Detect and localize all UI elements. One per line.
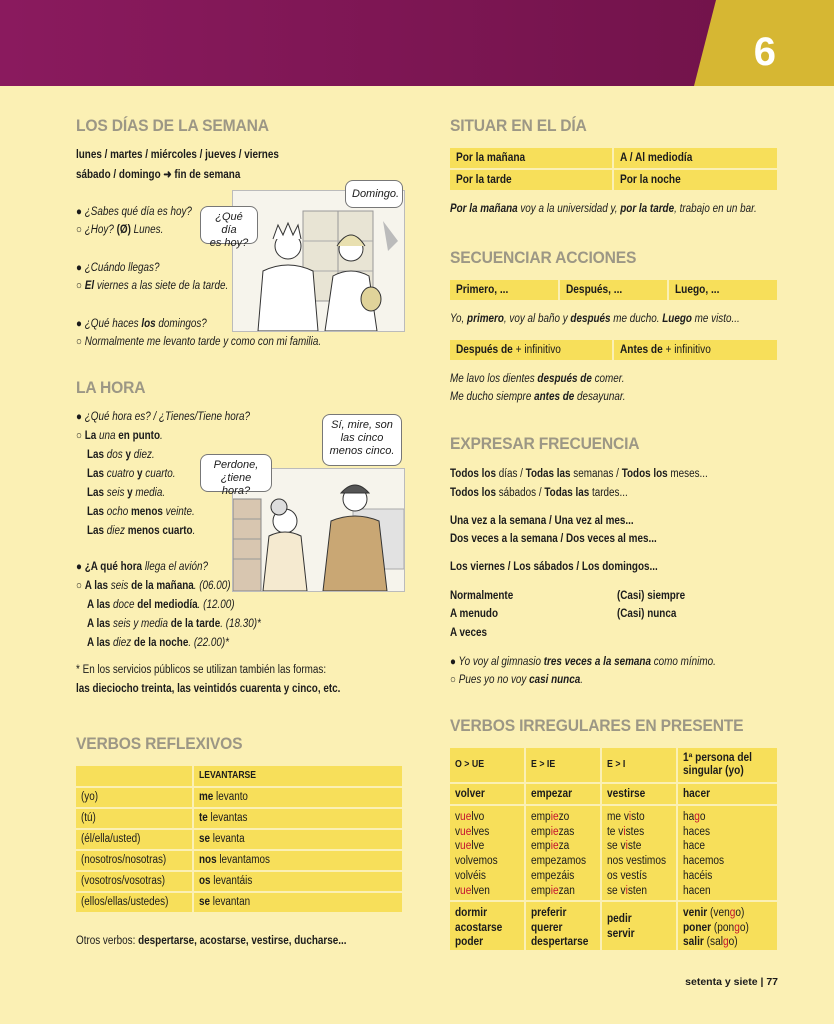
- reflexivos-otros: Otros verbos: despertarse, acostarse, vestirse, ducharse...: [76, 935, 347, 947]
- irregulares-conj-hacer: [678, 806, 777, 900]
- conjugation-form: vuelven: [455, 884, 490, 897]
- section-title-hora: LA HORA: [76, 378, 146, 397]
- hora-note-1: * En los servicios públicos se utilizan también las formas:: [76, 664, 327, 676]
- conjugation-form: vuelve: [455, 840, 485, 853]
- hora-a1: ○ La una en punto.: [76, 430, 163, 442]
- conjugation-form: hacen: [683, 884, 711, 897]
- conjugation-form: empezamos: [531, 855, 587, 868]
- situar-cell-noche: Por la noche: [614, 170, 777, 190]
- conjugation-form: volvemos: [455, 855, 498, 868]
- reflexivos-person: (vosotros/vosotras): [76, 872, 192, 891]
- reflexivos-person: (nosotros/nosotras): [76, 851, 192, 870]
- frecuencia-a-menudo: A menudo: [450, 608, 498, 620]
- reflexivos-form: me levanto: [194, 788, 402, 807]
- conjugation-form: hago: [683, 811, 706, 823]
- situar-cell-manana: Por la mañana: [450, 148, 612, 168]
- hora-a4: Las seis y media.: [87, 487, 166, 499]
- speech-bubble-que-dia: ¿Qué día es hoy?: [200, 206, 258, 244]
- irregulares-otros-yo: venir (vengo) poner (pongo) salir (salgo): [678, 902, 777, 950]
- frecuencia-casi-siempre: (Casi) siempre: [617, 590, 686, 602]
- conjugation-form: empezáis: [531, 869, 575, 882]
- secuenciar-cell-despues-de: Después de + infinitivo: [450, 340, 612, 360]
- secuenciar-cell-primero: Primero, ...: [450, 280, 558, 300]
- frecuencia-normalmente: Normalmente: [450, 590, 514, 602]
- dias-dialog-3: ● ¿Cuándo llegas?: [76, 262, 160, 274]
- frecuencia-line2: Todos los sábados / Todas las tardes...: [450, 487, 628, 499]
- hora-a3: Las cuatro y cuarto.: [87, 468, 176, 480]
- situar-cell-mediodia: A / Al mediodía: [614, 148, 777, 168]
- conjugation-form: haces: [683, 825, 711, 838]
- section-title-reflexivos: VERBOS REFLEXIVOS: [76, 734, 243, 753]
- irregulares-otros-e-i: pedir servir: [602, 902, 676, 950]
- dias-dialog-1: ● ¿Sabes qué día es hoy?: [76, 206, 192, 218]
- reflexivos-form: se levanta: [194, 830, 402, 849]
- speech-bubble-domingo: Domingo.: [345, 180, 403, 208]
- hora-a2: Las dos y diez.: [87, 449, 155, 461]
- hora-a5: Las ocho menos veinte.: [87, 506, 195, 518]
- conjugation-form: hacemos: [683, 855, 725, 868]
- section-title-dias: LOS DÍAS DE LA SEMANA: [76, 116, 269, 135]
- dias-dialog-5: ● ¿Qué haces los domingos?: [76, 318, 207, 330]
- reflexivos-person: (él/ella/usted): [76, 830, 192, 849]
- frecuencia-a-veces: A veces: [450, 627, 488, 639]
- section-title-irregulares: VERBOS IRREGULARES EN PRESENTE: [450, 716, 744, 735]
- reflexivos-form: os levantáis: [194, 872, 402, 891]
- conjugation-form: empiezan: [531, 884, 575, 897]
- reflexivos-person: (ellos/ellas/ustedes): [76, 893, 192, 912]
- irregulares-header-e-i: E > I: [602, 748, 676, 782]
- conjugation-form: empieza: [531, 840, 570, 853]
- irregulares-conj-volver: [450, 806, 524, 900]
- conjugation-form: me visto: [607, 811, 645, 823]
- reflexivos-person: (tú): [76, 809, 192, 828]
- secuenciar-example-1: Yo, primero, voy al baño y después me ducho. Luego me visto...: [450, 313, 740, 325]
- chapter-number: 6: [753, 30, 776, 74]
- secuenciar-example-3: Me ducho siempre antes de desayunar.: [450, 391, 626, 403]
- conjugation-form: hace: [683, 840, 705, 853]
- irregulares-verb-volver: volver: [450, 784, 524, 804]
- conjugation-form: te vistes: [607, 825, 645, 838]
- dias-dialog-2: ○ ¿Hoy? (Ø) Lunes.: [76, 224, 164, 236]
- conjugation-form: empiezo: [531, 811, 570, 823]
- hora-a6: Las diez menos cuarto.: [87, 525, 196, 537]
- conjugation-form: vuelvo: [455, 811, 485, 823]
- reflexivos-header-empty: [76, 766, 192, 786]
- hora-b3: A las seis y media de la tarde. (18.30)*: [87, 618, 261, 630]
- hora-b1: ○ A las seis de la mañana. (06.00): [76, 580, 231, 592]
- frecuencia-line5: Los viernes / Los sábados / Los domingos...: [450, 561, 658, 573]
- situar-example: Por la mañana voy a la universidad y, por la tarde, trabajo en un bar.: [450, 203, 757, 215]
- conjugation-form: volvéis: [455, 869, 486, 882]
- section-title-secuenciar: SECUENCIAR ACCIONES: [450, 248, 637, 267]
- frecuencia-example-1: ● Yo voy al gimnasio tres veces a la semana como mínimo.: [450, 656, 716, 668]
- irregulares-header-yo: 1ª persona del singular (yo): [678, 748, 777, 782]
- secuenciar-cell-despues: Después, ...: [560, 280, 667, 300]
- dias-dialog-6: ○ Normalmente me levanto tarde y como con mi familia.: [76, 336, 322, 348]
- secuenciar-cell-antes-de: Antes de + infinitivo: [614, 340, 777, 360]
- illustration-dias: [232, 190, 405, 332]
- hora-b2: A las doce del mediodía. (12.00): [87, 599, 235, 611]
- conjugation-form: vuelves: [455, 825, 490, 838]
- frecuencia-example-2: ○ Pues yo no voy casi nunca.: [450, 674, 583, 686]
- irregulares-header-o-ue: O > UE: [450, 748, 524, 782]
- speech-bubble-tiene-hora: Perdone, ¿tiene hora?: [200, 454, 272, 492]
- dias-line1: lunes / martes / miércoles / jueves / viernes: [76, 149, 279, 161]
- irregulares-otros-e-ie: preferir querer despertarse: [526, 902, 600, 950]
- frecuencia-line1: Todos los días / Todas las semanas / Todos los meses...: [450, 468, 708, 480]
- speech-bubble-son-las-cinco: Sí, mire, son las cinco menos cinco.: [322, 414, 402, 466]
- irregulares-conj-empezar: [526, 806, 600, 900]
- page-footer: setenta y siete | 77: [685, 976, 778, 988]
- conjugation-form: empiezas: [531, 825, 575, 838]
- irregulares-header-e-ie: E > IE: [526, 748, 600, 782]
- conjugation-form: os vestís: [607, 869, 647, 882]
- reflexivos-form: se levantan: [194, 893, 402, 912]
- irregulares-conj-vestirse: [602, 806, 676, 900]
- situar-cell-tarde: Por la tarde: [450, 170, 612, 190]
- hora-b4: A las diez de la noche. (22.00)*: [87, 637, 230, 649]
- dias-line2: sábado / domingo ➜ fin de semana: [76, 169, 241, 181]
- reflexivos-form: te levantas: [194, 809, 402, 828]
- section-title-situar: SITUAR EN EL DÍA: [450, 116, 587, 135]
- secuenciar-cell-luego: Luego, ...: [669, 280, 777, 300]
- conjugation-form: hacéis: [683, 869, 713, 882]
- irregulares-otros-o-ue: dormir acostarse poder: [450, 902, 524, 950]
- irregulares-verb-empezar: empezar: [526, 784, 600, 804]
- section-title-frecuencia: EXPRESAR FRECUENCIA: [450, 434, 640, 453]
- frecuencia-line3: Una vez a la semana / Una vez al mes...: [450, 515, 634, 527]
- irregulares-verb-vestirse: vestirse: [602, 784, 676, 804]
- hora-q1: ● ¿Qué hora es? / ¿Tienes/Tiene hora?: [76, 411, 251, 423]
- reflexivos-person: (yo): [76, 788, 192, 807]
- reflexivos-form: nos levantamos: [194, 851, 402, 870]
- hora-note-2: las dieciocho treinta, las veintidós cuarenta y cinco, etc.: [76, 683, 341, 695]
- conjugation-form: se viste: [607, 840, 642, 853]
- reflexivos-header: LEVANTARSE: [194, 766, 402, 786]
- conjugation-form: se visten: [607, 884, 647, 897]
- frecuencia-line4: Dos veces a la semana / Dos veces al mes...: [450, 533, 657, 545]
- frecuencia-casi-nunca: (Casi) nunca: [617, 608, 677, 620]
- hora-q2: ● ¿A qué hora llega el avión?: [76, 561, 209, 573]
- conjugation-form: nos vestimos: [607, 855, 667, 868]
- irregulares-verb-hacer: hacer: [678, 784, 777, 804]
- dias-dialog-4: ○ El viernes a las siete de la tarde.: [76, 280, 229, 292]
- illustration-dias-drawing: [233, 191, 404, 331]
- secuenciar-example-2: Me lavo los dientes después de comer.: [450, 373, 625, 385]
